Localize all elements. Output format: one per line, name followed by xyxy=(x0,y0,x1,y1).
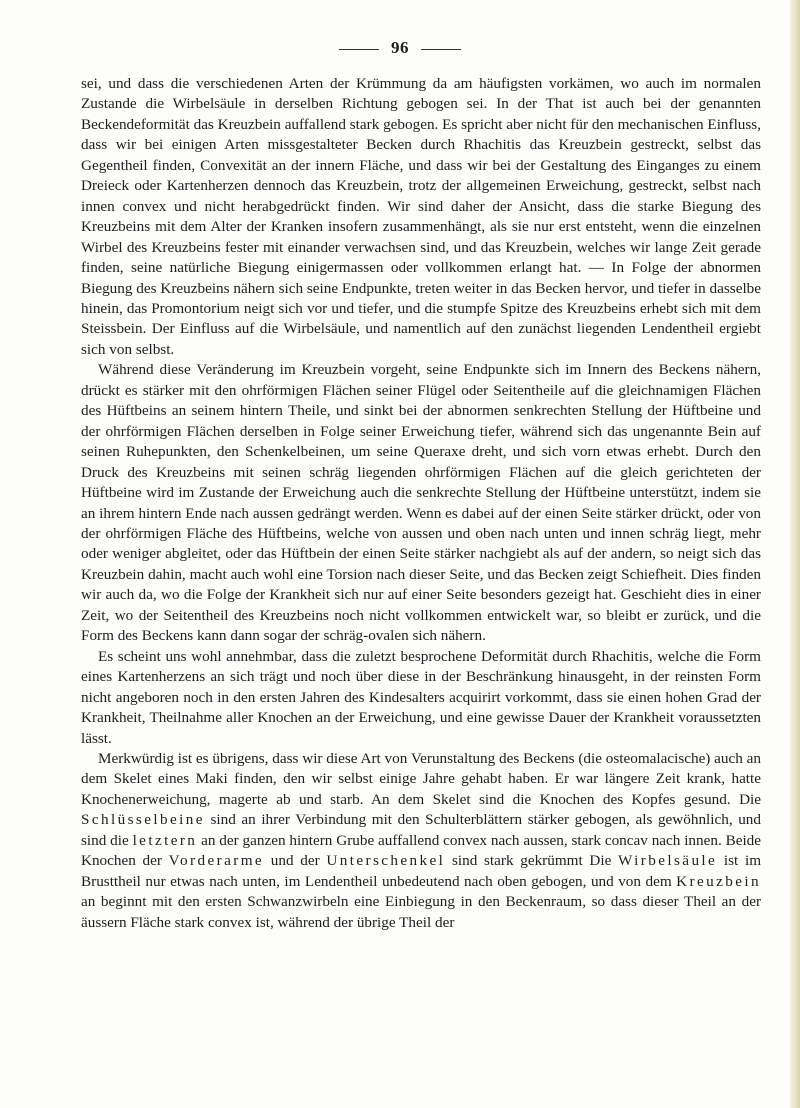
emphasized-term: Wirbelsäule xyxy=(618,852,718,870)
header-dash-right xyxy=(421,49,461,50)
text-run: an der ganzen hintern Grube auffallend convex nach aussen, stark concav nach innen. Beide Knochen der xyxy=(81,831,762,870)
emphasized-term: Unterschenkel xyxy=(326,852,446,870)
text-run: sind stark gekrümmt Die xyxy=(445,852,619,870)
text-run: sei, und dass die verschiedenen Arten der Krümmung da am häufigsten vorkämen, wo auch im normalen Zustande die Wirbelsäule in derselben Richtung gebogen sei. In der That ist auch bei der genannten Beckendeformität das Kreuzbein auffallend stark gebogen. Es spricht aber nicht für den mechanischen Einfluss, dass wir bei einigen Arten missgestalteter Becken durch Rhachitis das Kreuzbein gestreckt, selbst das Gegentheil finden, Convexität an der innern Fläche, und dass wir bei der Gestaltung des Einganges zu einem Dreieck oder Kartenherzen dennoch das Kreuzbein, trotz der allgemeinen Erweichung, gestreckt, selbst nach innen convex und nicht herabgedrückt finden. Wir sind daher der Ansicht, dass die starke Biegung des Kreuzbeins mit dem Alter der Kranken insofern zusammenhängt, als sie nur erst entsteht, wenn die einzelnen Wirbel des Kreuzbeins fester mit einander verwachsen sind, und das Kreuzbein, welches wir lange Zeit gerade finden, seine natürliche Biegung einigermassen oder vollkommen erlangt hat. — In Folge der abnormen Biegung des Kreuzbeins nähern sich seine Endpunkte, treten weiter in das Becken hervor, und tiefer in dasselbe hinein, das Promontorium neigt sich vor und tiefer, und die stumpfe Spitze des Kreuzbeins erhebt sich mit dem Steissbein. Der Einfluss auf die Wirbelsäule, und namentlich auf den zunächst liegenden Lendentheil ergiebt sich von selbst. xyxy=(81,75,761,358)
text-run: ist im Brusttheil nur etwas nach unten, im Lendentheil unbedeutend nach oben gebogen, und von dem xyxy=(81,852,762,890)
paragraph xyxy=(81,360,761,646)
text-run: Merkwürdig ist es übrigens, dass wir diese Art von Verunstaltung des Beckens (die osteomalacische) auch an dem Skelet eines Maki finden, den wir selbst einige Jahre gehabt haben. Er war längere Zeit krank, hatte Knochenerweichung, magerte ab und starb. An dem Skelet sind die Knochen des Kopfes gesund. Die xyxy=(81,749,761,808)
emphasized-term: Schlüsselbeine xyxy=(81,811,205,829)
page-header xyxy=(0,38,800,58)
header-dash-left xyxy=(339,49,379,50)
text-run: Während diese Veränderung im Kreuzbein vorgeht, seine Endpunkte sich im Innern des Beckens nähern, drückt es stärker mit den ohrförmigen Flächen seiner Flügel oder Seitentheile auf die gleichnamigen Flächen des Hüftbeins an seinem hintern Theile, und sinkt bei der abnormen senkrechten Stellung der Hüftbeine und der ohrförmigen Flächen derselben in Folge seiner Erweichung tiefer, während sich das ungenannte Bein auf seinen Ruhepunkten, den Schenkelbeinen, um seine Queraxe dreht, und sich vorn etwas erhebt. Durch den Druck des Kreuzbeins mit seinen schräg liegenden ohrförmigen Flächen auf die gleich gerichteten der Hüftbeine wird im Zustande der Erweichung auch die senkrechte Stellung der Hüftbeine unterstützt, indem sie an ihrem hintern Ende nach aussen gedrängt werden. Wenn es dabei auf der einen Seite stärker drückt, oder von der ohrförmigen Fläche des Hüftbeins, welche von aussen und oben nach unten und innen schräg liegt, mehr oder weniger abgleitet, oder das Hüftbein der einen Seite stärker nachgiebt als auf der andern, so neigt sich das Kreuzbein dahin, macht auch wohl eine Torsion nach dieser Seite, und das Becken zeigt Schiefheit. Dies finden wir auch da, wo die Folge der Krankheit sich nur auf einer Seite besonders gezeigt hat. Geschieht dies in einer Zeit, wo der Seitentheil des Kreuzbeins noch nicht vollkommen entwickelt war, so bleibt er zurück, und die Form des Beckens kann dann sogar der schräg-ovalen sich nähern. xyxy=(81,361,761,645)
text-run: an beginnt mit den ersten Schwanzwirbeln eine Einbiegung in den Beckenraum, so dass dieser Theil an der äussern Fläche stark convex ist, während der übrige Theil der xyxy=(81,893,761,931)
paragraph xyxy=(81,647,761,749)
text-run: und der xyxy=(264,852,327,870)
text-run: Es scheint uns wohl annehmbar, dass die zuletzt besprochene Deformität durch Rhachitis, welche die Form eines Kartenherzens an sich trägt und noch über diese in der Beschränkung hinausgeht, in der reinsten Form nicht angeboren noch in den ersten Jahren des Kindesalters acquirirt vorkommt, dass sie einen hohen Grad der Krankheit, Theilnahme aller Knochen an der Erweichung, und eine gewisse Dauer der Krankheit voraussetzten lässt. xyxy=(81,647,761,747)
text-run: sind an ihrer Verbindung mit den Schulterblättern stärker gebogen, als gewöhnlich, und sind die xyxy=(81,811,761,849)
page-number: 96 xyxy=(391,38,409,57)
paragraph xyxy=(81,749,761,933)
body-text xyxy=(81,74,761,933)
emphasized-term: Vorderarme xyxy=(168,852,265,870)
paragraph xyxy=(81,74,761,360)
page-scan-edge xyxy=(790,0,800,1108)
emphasized-term: letztern xyxy=(132,831,198,849)
emphasized-term: Kreuzbein xyxy=(676,872,761,890)
